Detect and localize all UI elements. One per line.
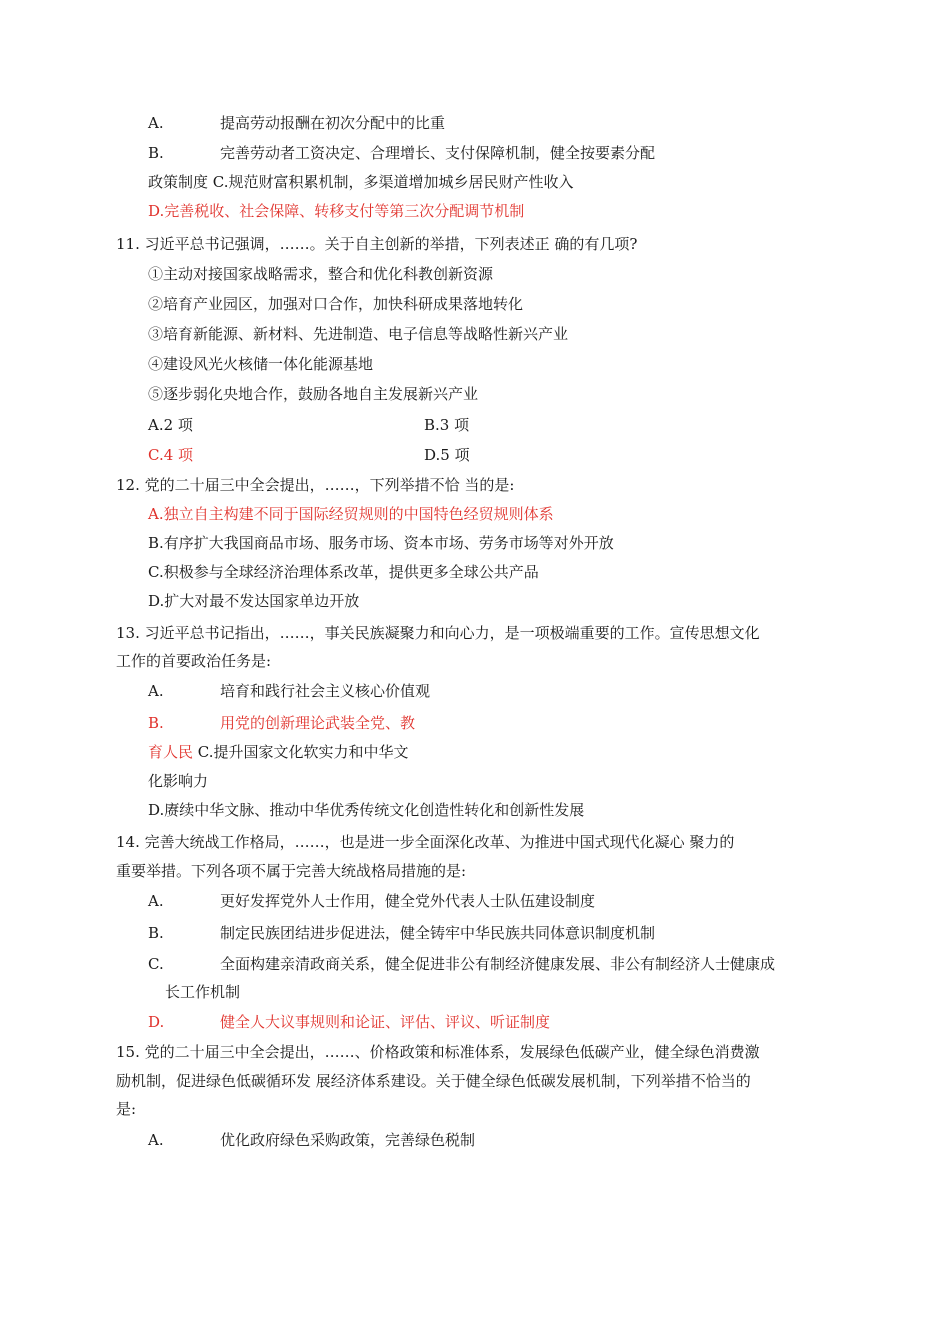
q11-option-c-answer: C.4 项 [148,446,194,464]
q12-stem: 12. 党的二十届三中全会提出，……，下列举措不恰 当的是: [116,476,515,494]
q14-option-c [148,954,775,974]
q12-option-c: C.积极参与全球经济治理体系改革，提供更多全球公共产品 [148,563,539,581]
q13-option-b-text: 用党的创新理论武装全党、教 [220,714,416,732]
q12-option-d: D.扩大对最不发达国家单边开放 [148,592,360,610]
q13-option-a [148,681,430,701]
q13-option-c-continued: 化影响力 [148,772,209,790]
q14-option-d-text: 健全人大议事规则和论证、评估、评议、听证制度 [220,1013,551,1031]
q15-option-a [148,1130,475,1150]
q13-option-b-c-line [148,742,409,762]
q14-stem-line-2: 重要举措。下列各项不属于完善大统战格局措施的是: [116,862,467,880]
q15-option-a-label: A. [148,1131,164,1149]
q12-option-b: B.有序扩大我国商品市场、服务市场、资本市场、劳务市场等对外开放 [148,534,614,552]
q10-option-b-continued: 政策制度 C.规范财富积累机制，多渠道增加城乡居民财产性收入 [148,173,574,191]
q14-option-d-label: D. [148,1013,165,1031]
q12-option-a-answer: A.独立自主构建不同于国际经贸规则的中国特色经贸规则体系 [148,505,554,523]
q11-item-1: ①主动对接国家战略需求，整合和优化科教创新资源 [148,265,494,283]
q13-option-b-label: B. [148,714,164,732]
q13-option-a-label: A. [148,682,164,700]
q14-option-b [148,923,655,943]
q10-option-a [148,113,445,133]
q11-stem: 11. 习近平总书记强调，……。关于自主创新的举措，下列表述正 确的有几项? [116,235,638,253]
q11-option-a: A.2 项 [148,416,193,434]
q13-stem-line-1: 13. 习近平总书记指出，……，事关民族凝聚力和向心力，是一项极端重要的工作。宣传思想文化 [116,624,760,642]
q13-option-a-text: 培育和践行社会主义核心价值观 [220,682,431,700]
q14-option-c-continued: 长工作机制 [165,983,241,1001]
q13-option-b-answer [148,713,415,733]
q10-option-a-text: 提高劳动报酬在初次分配中的比重 [220,114,446,132]
q11-item-2: ②培育产业园区，加强对口合作，加快科研成果落地转化 [148,295,524,313]
q14-option-a [148,891,595,911]
q11-item-4: ④建设风光火核储一体化能源基地 [148,355,374,373]
q14-option-d-answer [148,1012,550,1032]
q15-stem-line-3: 是: [116,1100,137,1118]
q14-option-c-text: 全面构建亲清政商关系，健全促进非公有制经济健康发展、非公有制经济人士健康成 [220,955,776,973]
q14-option-a-text: 更好发挥党外人士作用，健全党外代表人士队伍建设制度 [220,892,596,910]
q11-item-5: ⑤逐步弱化央地合作，鼓励各地自主发展新兴产业 [148,385,479,403]
q14-stem-line-1: 14. 完善大统战工作格局，……，也是进一步全面深化改革、为推进中国式现代化凝心 聚力的 [116,833,735,851]
q14-option-a-label: A. [148,892,164,910]
q11-option-b: B.3 项 [424,416,470,434]
q10-option-a-label: A. [148,114,164,132]
q10-option-b [148,143,655,163]
q10-option-d-answer: D.完善税收、社会保障、转移支付等第三次分配调节机制 [148,202,525,220]
q14-option-b-label: B. [148,924,164,942]
q13-option-d: D.赓续中华文脉、推动中华优秀传统文化创造性转化和创新性发展 [148,801,585,819]
q15-stem-line-1: 15. 党的二十届三中全会提出，……、价格政策和标准体系，发展绿色低碳产业，健全绿色消费激 [116,1043,760,1061]
q11-option-d: D.5 项 [424,446,470,464]
q10-option-b-label: B. [148,144,164,162]
q14-option-c-label: C. [148,955,164,973]
q13-option-c-text: C.提升国家文化软实力和中华文 [193,743,409,761]
q14-option-b-text: 制定民族团结进步促进法，健全铸牢中华民族共同体意识制度机制 [220,924,656,942]
q15-option-a-text: 优化政府绿色采购政策，完善绿色税制 [220,1131,476,1149]
q15-stem-line-2: 励机制，促进绿色低碳循环发 展经济体系建设。关于健全绿色低碳发展机制，下列举措不恰当的 [116,1072,751,1090]
q11-item-3: ③培育新能源、新材料、先进制造、电子信息等战略性新兴产业 [148,325,569,343]
q10-option-b-text: 完善劳动者工资决定、合理增长、支付保障机制，健全按要素分配 [220,144,656,162]
q13-stem-line-2: 工作的首要政治任务是: [116,652,272,670]
q13-option-b-continued: 育人民 [148,743,194,761]
